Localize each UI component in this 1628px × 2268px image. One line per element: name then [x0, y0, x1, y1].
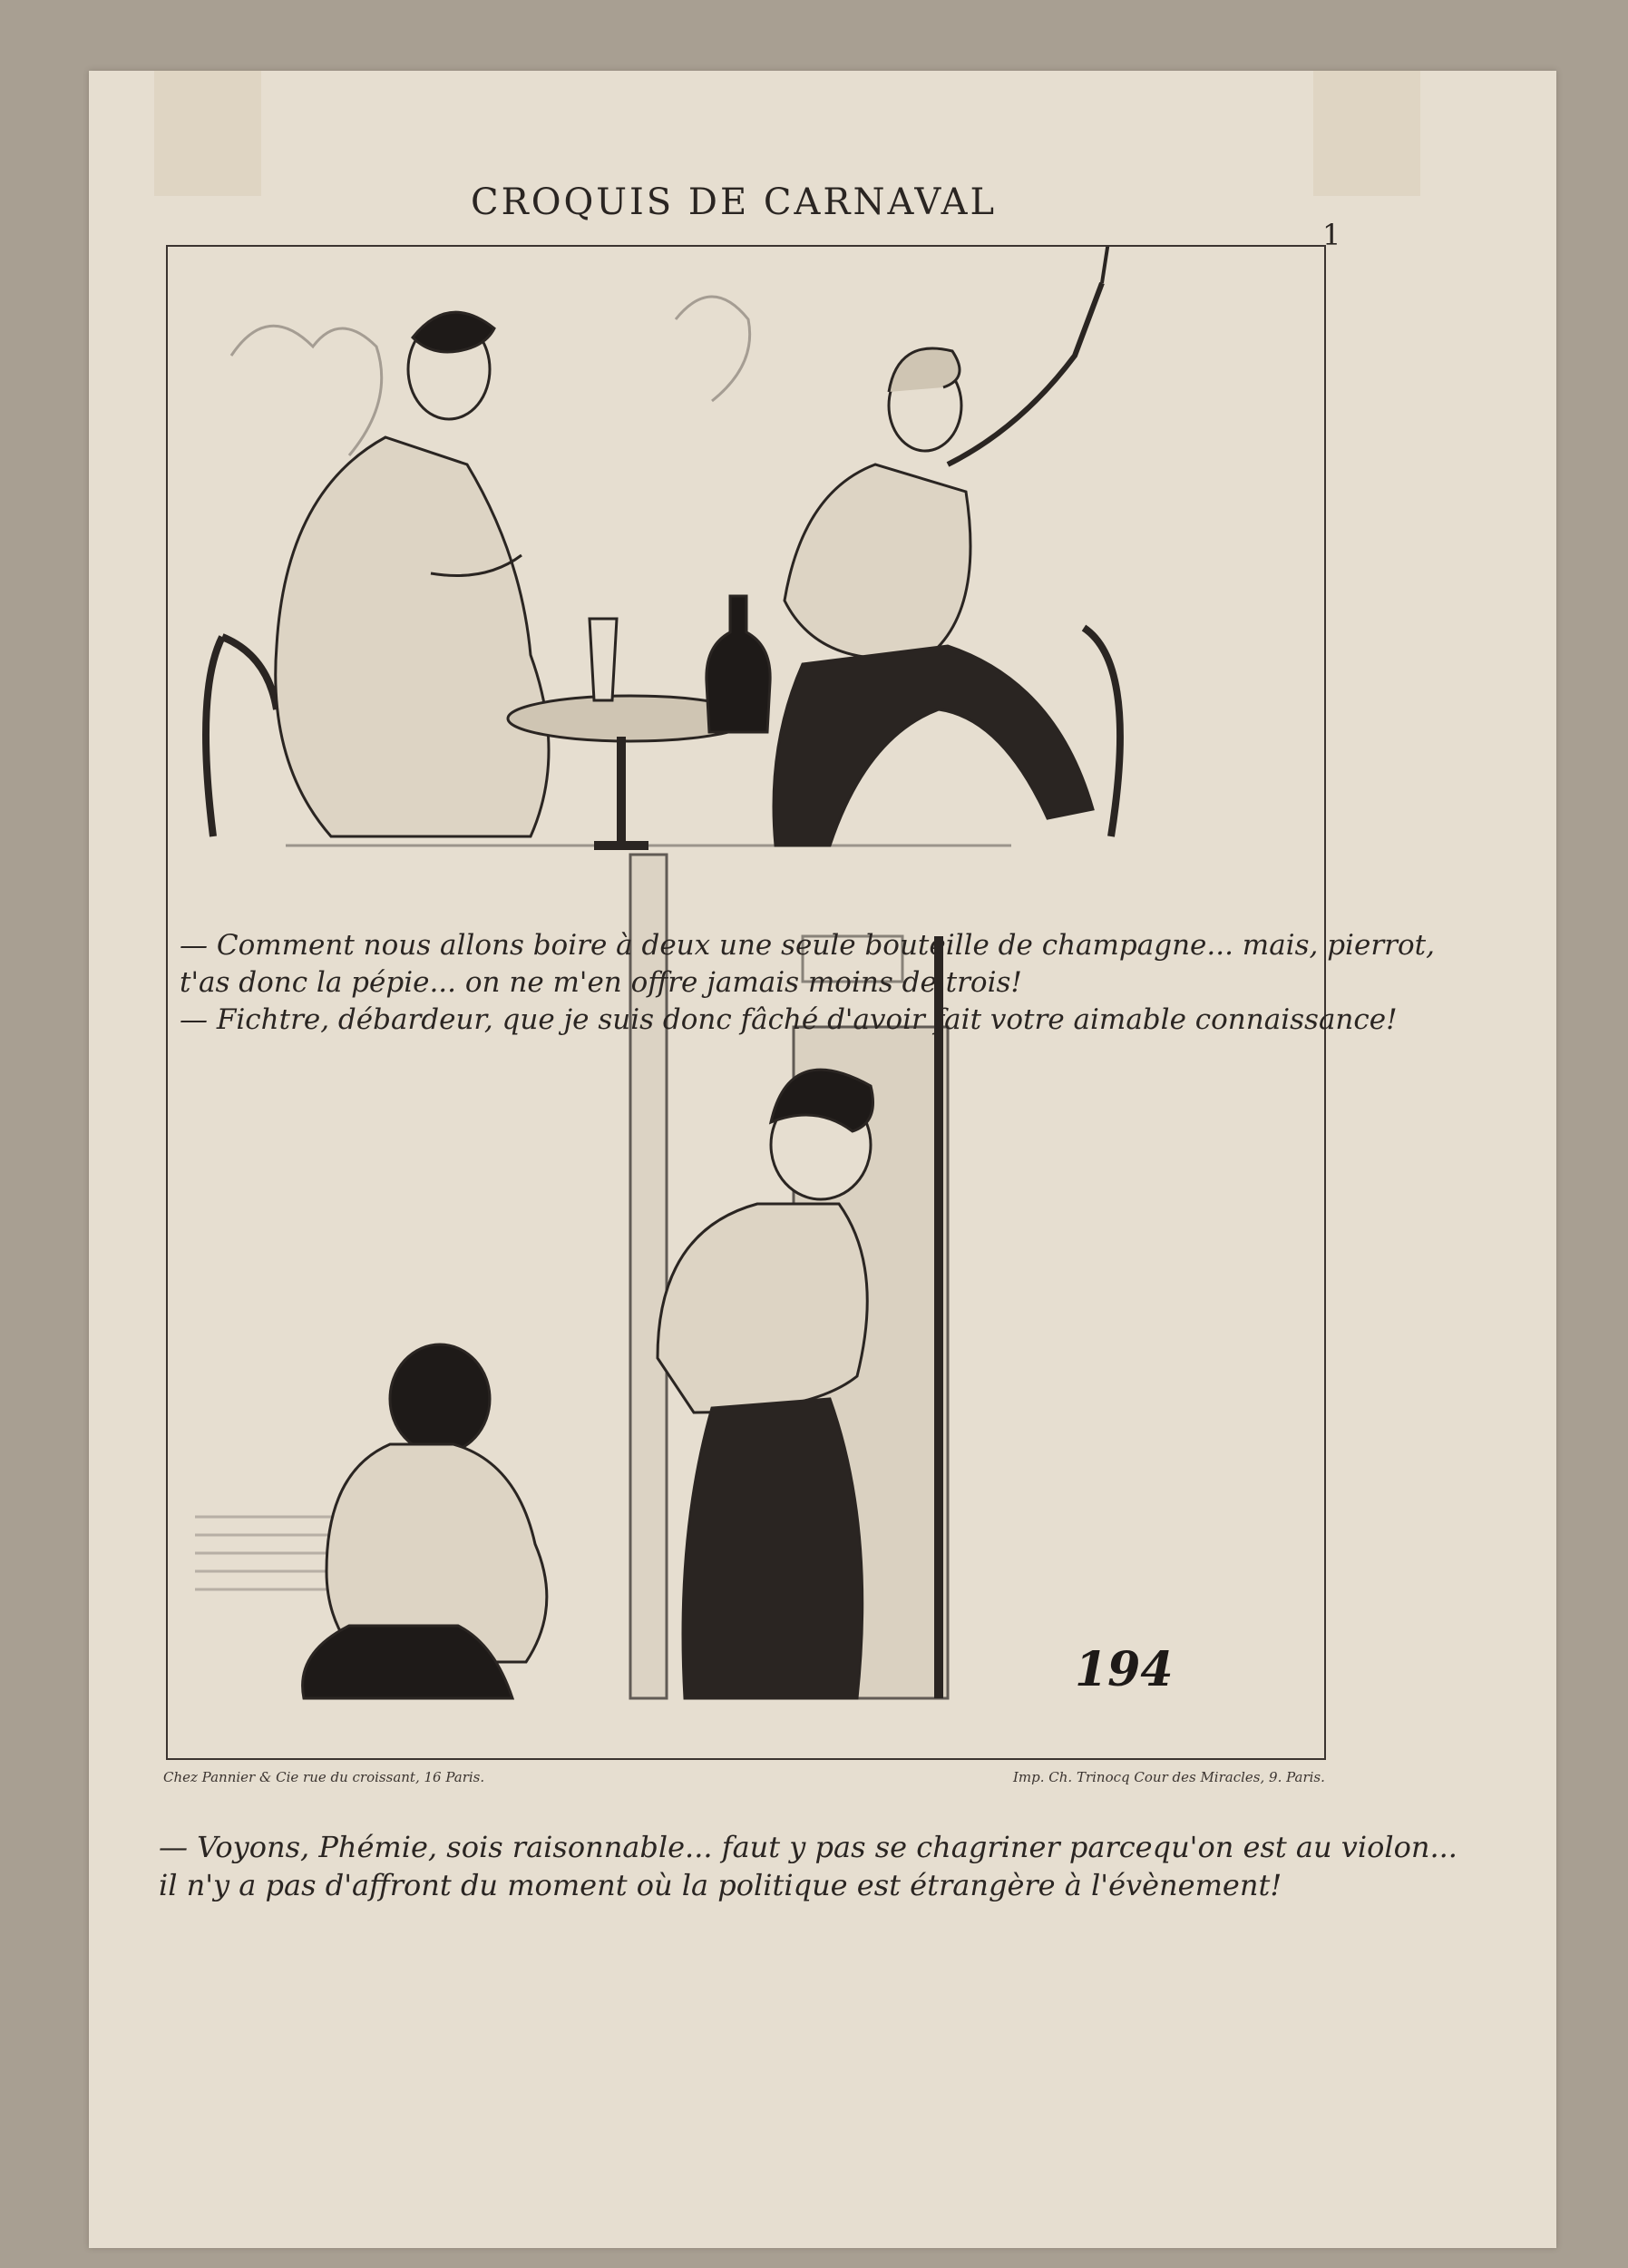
imprint-printer: Imp. Ch. Trinocq Cour des Miracles, 9. Paris.	[1013, 1769, 1325, 1785]
caption-bottom-line-1: — Voyons, Phémie, sois raisonnable... faut y pas se chagriner parcequ'on est au violon...	[159, 1830, 1457, 1864]
plate-mark: 194	[1075, 1642, 1174, 1697]
mounting-tape-right	[1313, 71, 1420, 196]
caption-top	[180, 927, 1435, 1039]
caption-top-line-2: t'as donc la pépie... on ne m'en offre jamais moins de trois!	[180, 966, 1022, 999]
caption-bottom	[159, 1828, 1457, 1904]
mounting-tape-left	[154, 71, 261, 196]
caption-top-line-1: — Comment nous allons boire à deux une seule bouteille de champagne... mais, pierrot,	[180, 929, 1435, 962]
caption-top-line-3: — Fichtre, débardeur, que je suis donc fâché d'avoir fait votre aimable connaissance!	[180, 1003, 1398, 1036]
upper-scene	[206, 247, 1120, 846]
imprint-publisher: Chez Pannier & Cie rue du croissant, 16 Paris.	[163, 1769, 485, 1785]
series-title: CROQUIS DE CARNAVAL	[470, 181, 998, 223]
caption-bottom-line-2: il n'y a pas d'affront du moment où la politique est étrangère à l'évènement!	[159, 1868, 1282, 1902]
plate-number: 1	[1322, 218, 1341, 252]
